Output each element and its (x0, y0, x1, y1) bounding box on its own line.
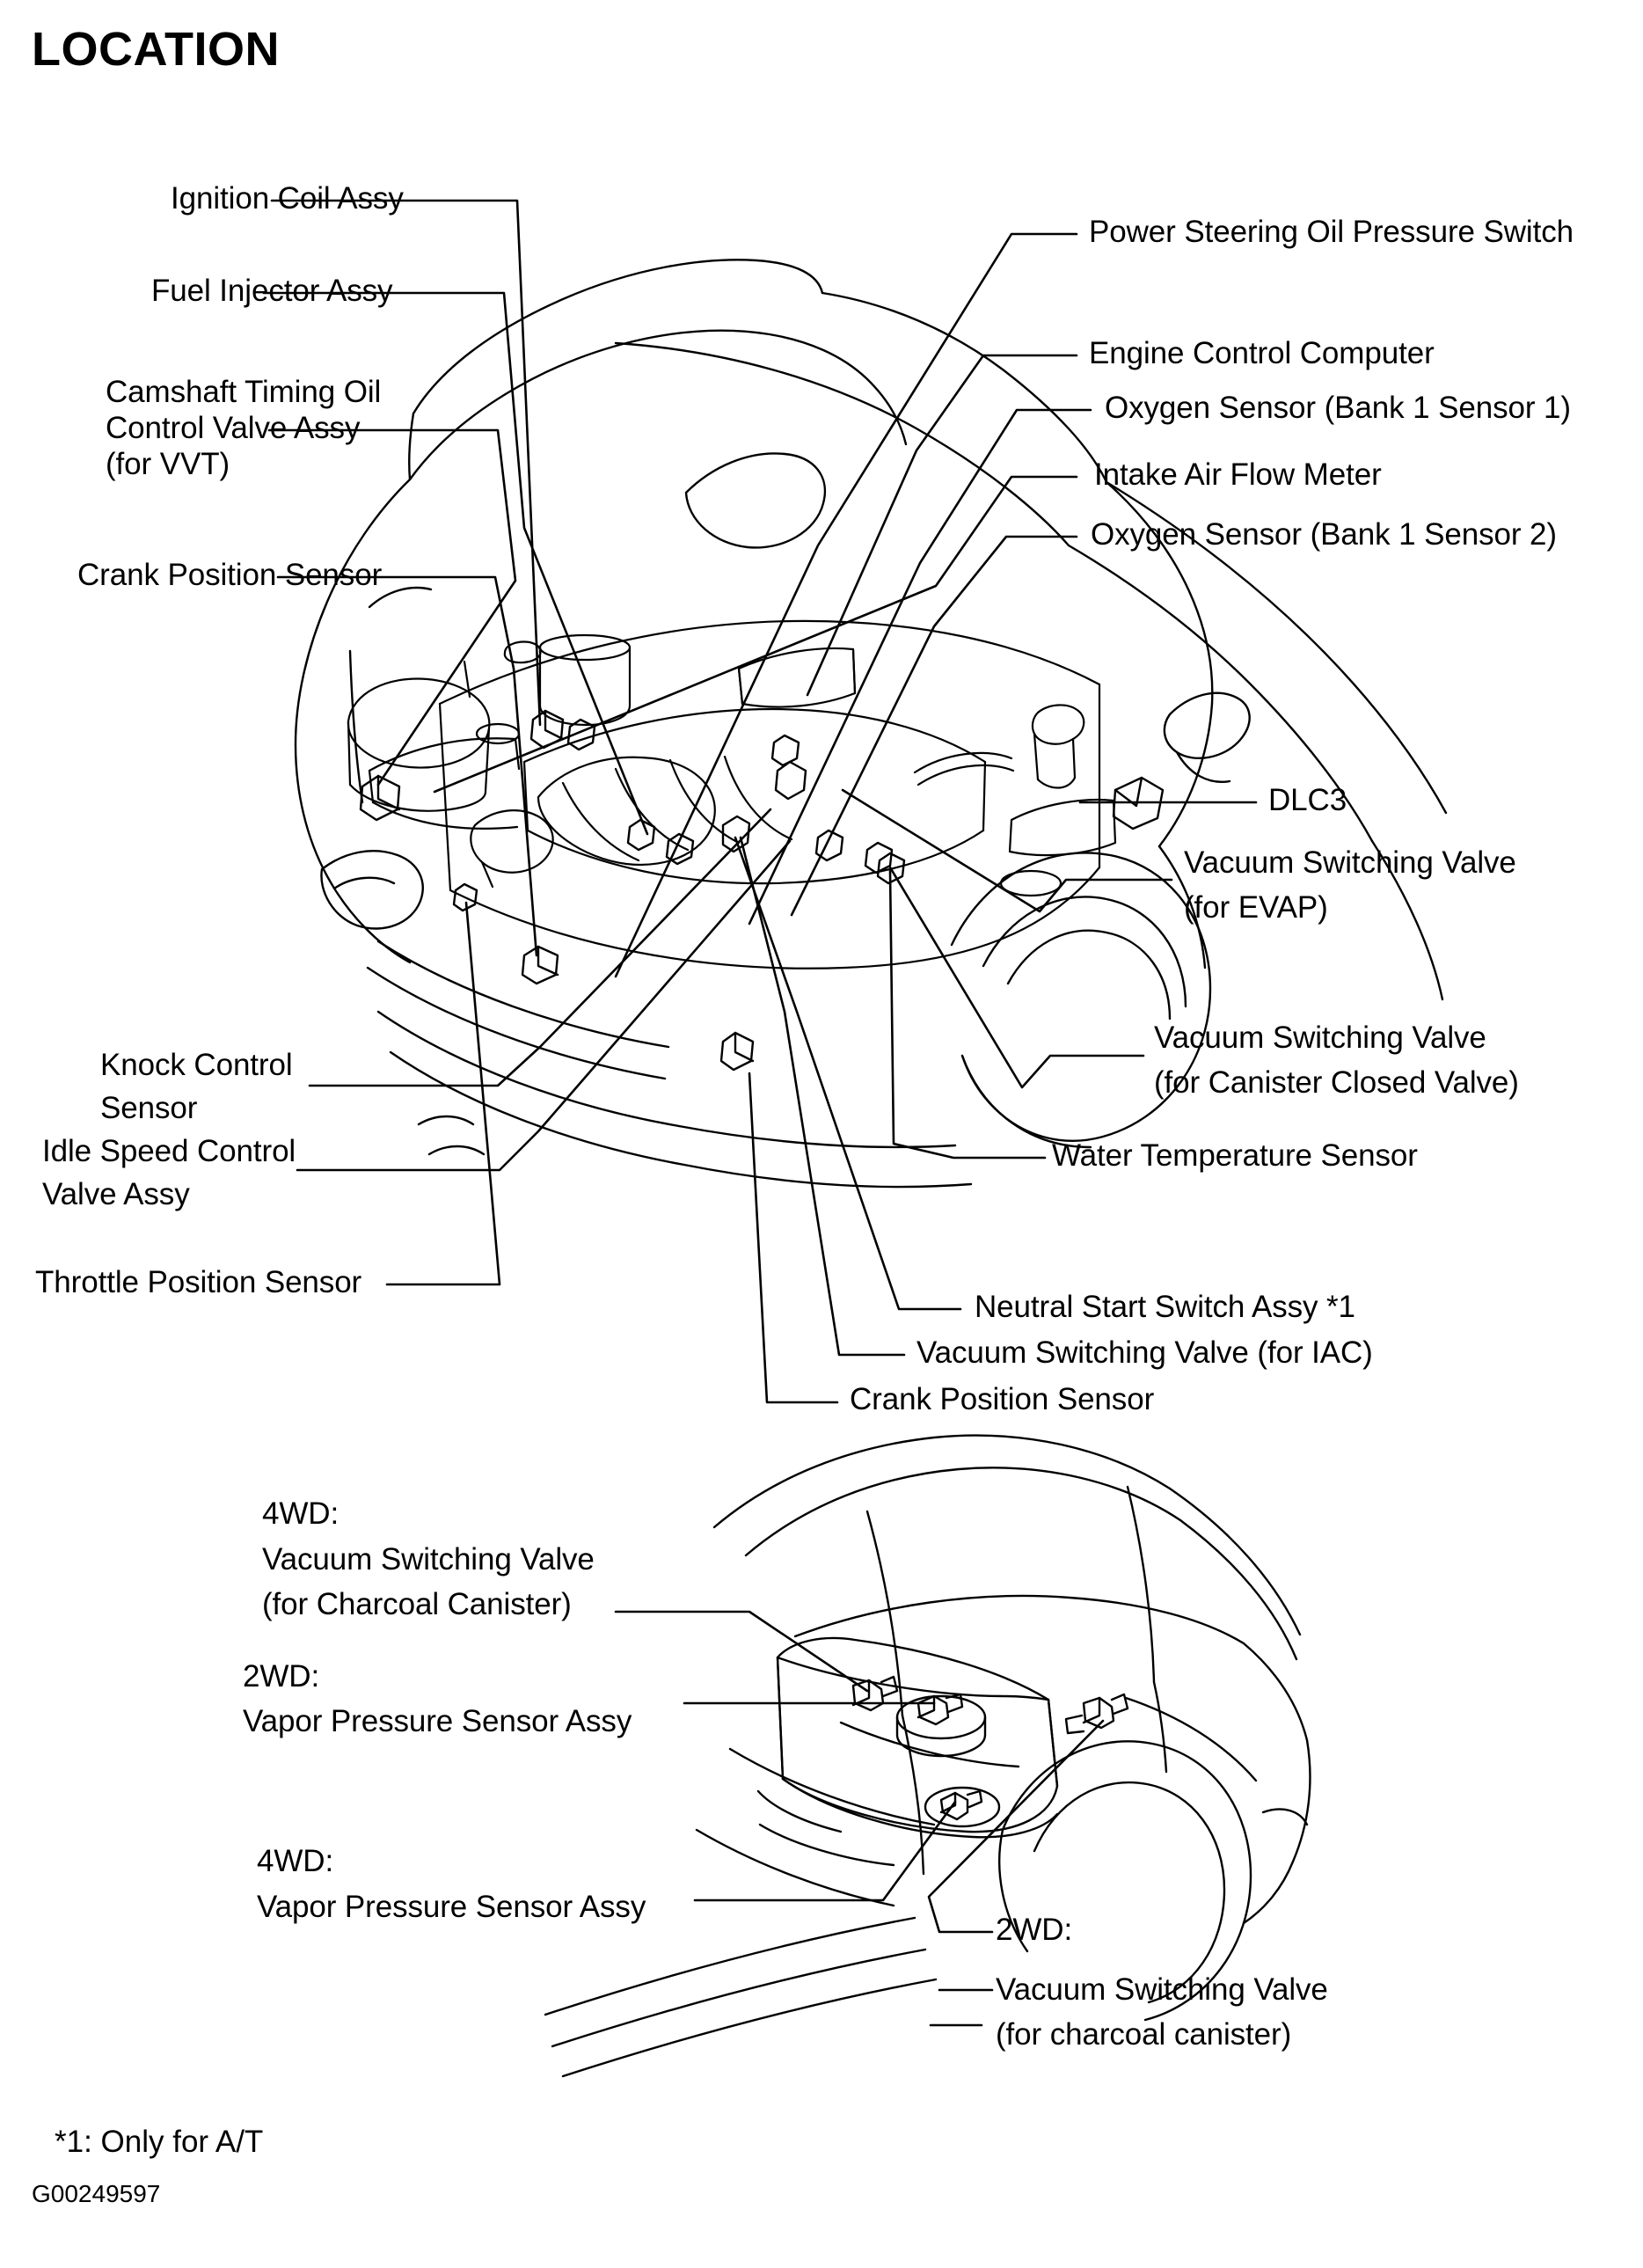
label-camshaft-line-1: Camshaft Timing Oil (106, 375, 382, 409)
label-fuel-injector-assy: Fuel Injector Assy (151, 274, 393, 308)
label-vsv-cc-2wd-line-1: 2WD: (996, 1913, 1073, 1947)
label-intake-air-flow-meter: Intake Air Flow Meter (1094, 457, 1382, 492)
label-vsv-evap-line-2: (for EVAP) (1184, 890, 1328, 925)
figure-identifier: G00249597 (32, 2180, 161, 2207)
label-neutral-start-switch-assy: Neutral Start Switch Assy *1 (975, 1290, 1355, 1324)
label-vsv-cc-2wd-line-2: Vacuum Switching Valve (996, 1972, 1328, 2007)
engine-assembly-detail (348, 621, 1115, 969)
label-vps-4wd-line-2: Vapor Pressure Sensor Assy (257, 1890, 646, 1924)
label-vsv-ccv-line-2: (for Canister Closed Valve) (1154, 1065, 1519, 1100)
label-vps-4wd-line-1: 4WD: (257, 1844, 334, 1878)
label-vsv-cc-4wd-line-1: 4WD: (262, 1496, 340, 1531)
label-oxygen-sensor-bank1-sensor1: Oxygen Sensor (Bank 1 Sensor 1) (1105, 391, 1571, 425)
label-vsv-cc-4wd-line-2: Vacuum Switching Valve (262, 1542, 595, 1577)
label-crank-position-sensor-lower: Crank Position Sensor (850, 1382, 1155, 1416)
leader-lines-left-lower (297, 809, 790, 1284)
label-camshaft-line-2: Control Valve Assy (106, 411, 361, 445)
label-engine-control-computer: Engine Control Computer (1089, 336, 1435, 370)
label-power-steering-oil-pressure-switch: Power Steering Oil Pressure Switch (1089, 215, 1574, 249)
leader-lines-lower-view (616, 1612, 1103, 2025)
label-water-temperature-sensor: Water Temperature Sensor (1052, 1138, 1418, 1173)
label-camshaft-line-3: (for VVT) (106, 447, 230, 481)
page-title: LOCATION (32, 23, 280, 76)
label-knock-line-1: Knock Control (100, 1048, 293, 1082)
leader-lines-right-upper (434, 234, 1091, 977)
label-vsv-evap-line-1: Vacuum Switching Valve (1184, 845, 1516, 880)
label-vsv-cc-4wd-line-3: (for Charcoal Canister) (262, 1587, 572, 1621)
label-knock-line-2: Sensor (100, 1091, 198, 1125)
label-dlc3: DLC3 (1268, 783, 1347, 817)
tank-component-markers (853, 1677, 1128, 1819)
fuel-tank (758, 1638, 1057, 1865)
label-throttle-position-sensor: Throttle Position Sensor (35, 1265, 362, 1299)
label-vps-2wd-line-1: 2WD: (243, 1659, 320, 1694)
footnote-at-only: *1: Only for A/T (55, 2125, 264, 2159)
label-crank-position-sensor-upper: Crank Position Sensor (77, 558, 383, 592)
label-oxygen-sensor-bank1-sensor2: Oxygen Sensor (Bank 1 Sensor 2) (1091, 517, 1557, 552)
component-markers (361, 711, 1163, 1070)
leader-lines-bottom-center (735, 838, 960, 1402)
label-idle-line-1: Idle Speed Control (42, 1134, 296, 1168)
label-ignition-coil-assy: Ignition Coil Assy (171, 181, 404, 216)
label-vps-2wd-line-2: Vapor Pressure Sensor Assy (243, 1704, 632, 1738)
label-idle-line-2: Valve Assy (42, 1177, 190, 1211)
label-vsv-cc-2wd-line-3: (for charcoal canister) (996, 2017, 1292, 2052)
label-vsv-iac: Vacuum Switching Valve (for IAC) (916, 1335, 1373, 1370)
label-vsv-ccv-line-1: Vacuum Switching Valve (1154, 1021, 1486, 1055)
